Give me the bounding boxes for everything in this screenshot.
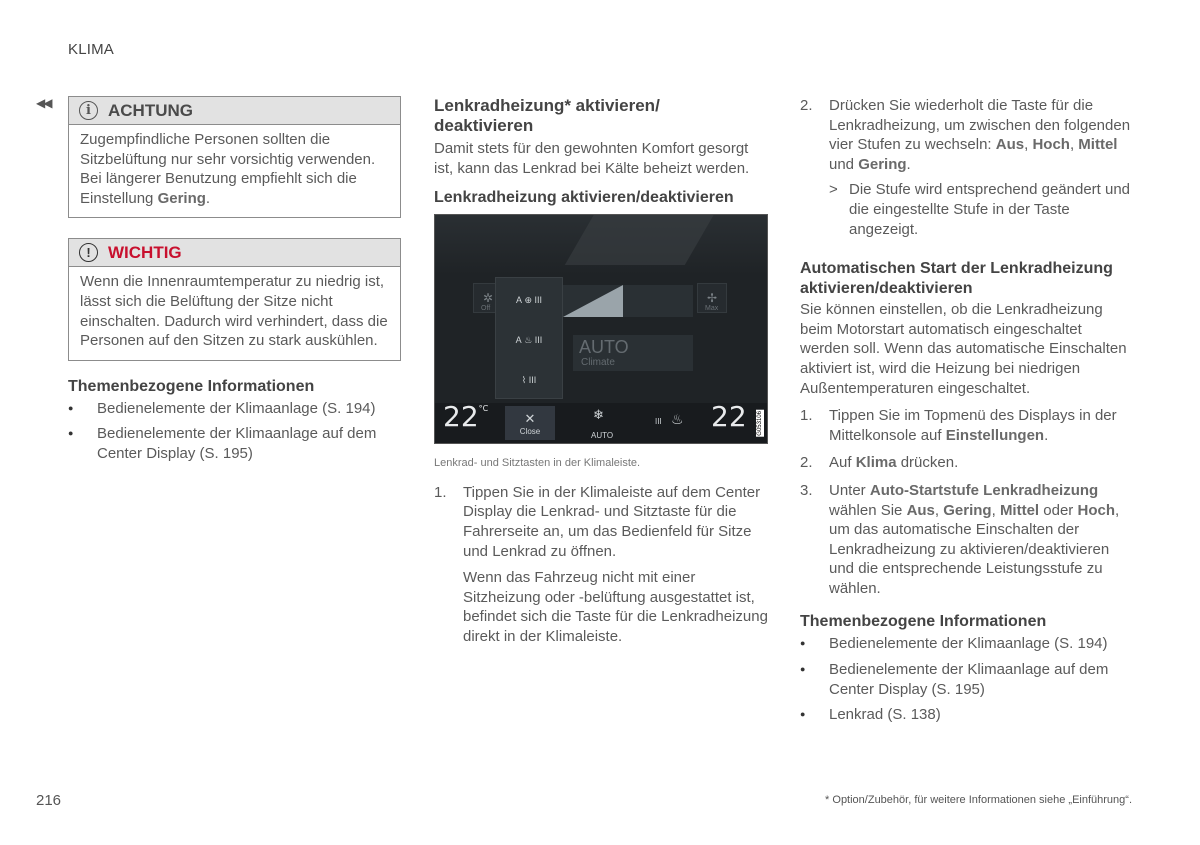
- right-column: [800, 96, 1134, 725]
- level-option: Aus: [995, 136, 1025, 154]
- auto-step-1: 1. Tippen Sie im Topmenü des Displays in der Mittelkonsole auf Einstellungen.: [800, 407, 1117, 444]
- level-option: Gering: [943, 501, 992, 519]
- seat-heat-icon: ♨: [524, 334, 533, 345]
- achtung-text: Zugempfindliche Personen sollten die Sitzbelüftung nur sehr vorsichtig verwenden. Bei längerer Benutzung empfiehlt sich die Einstellung: [80, 131, 376, 207]
- step-number: 3.: [800, 481, 813, 499]
- level-indicator: III: [534, 335, 543, 346]
- auto-letter: A: [515, 335, 522, 346]
- wichtig-body: [69, 267, 400, 359]
- related-link[interactable]: ● Lenkrad (S. 138): [800, 705, 1134, 725]
- auto-start-steps: [800, 406, 1134, 598]
- step-1-text: Tippen Sie in der Klimaleiste auf dem Center Display die Lenkrad- und Sitztaste für die Fahrerseite an, um das Bedienfeld für Sitze und Lenkrad zu öffnen.: [463, 483, 761, 560]
- achtung-bold: Gering: [157, 189, 206, 207]
- level-option: Aus: [906, 501, 935, 519]
- step-2: 2. Drücken Sie wiederholt die Taste für die Lenkradheizung, um zwischen den folgenden vier Stufen zu wechseln: Aus, Hoch, Mittel und Gering. > Die Stufe wird entsprechend geändert und die eingestellte Stufe in der Taste angezeigt.: [800, 96, 1134, 239]
- steering-wheel-heat-icon: ⊕: [524, 294, 533, 305]
- auto-small-label: AUTO: [591, 431, 614, 441]
- level-option: Gering: [858, 155, 907, 173]
- intro-text: Damit stets für den gewohnten Komfort gesorgt ist, kann das Lenkrad bei Kälte beheizt werden.: [434, 140, 750, 177]
- footnote: * Option/Zubehör, für weitere Informationen siehe „Einführung“.: [825, 794, 1132, 806]
- step-1-note: Wenn das Fahrzeug nicht mit einer Sitzheizung oder -belüftung ausgestattet ist, befindet sich die Taste für die Lenkradheizung direkt in der Klimaleiste.: [463, 569, 768, 645]
- step-2-result: [829, 180, 1134, 239]
- wichtig-header: [69, 239, 400, 267]
- related-title: Themenbezogene Informationen: [68, 377, 315, 395]
- seat-heat-row: [496, 320, 562, 360]
- related-link[interactable]: ● Bedienelemente der Klimaanlage auf dem Center Display (S. 195): [68, 424, 401, 463]
- related-list: [800, 634, 1134, 724]
- close-icon: ✕: [524, 410, 536, 426]
- auto-step-3-or: oder: [1043, 501, 1074, 519]
- steps-list: [434, 483, 768, 647]
- level-indicator: III: [534, 295, 543, 306]
- exclamation-icon: !: [79, 243, 98, 262]
- step-number: 2.: [800, 454, 813, 472]
- fan-level-wedge: [563, 285, 623, 317]
- section-heading: Lenkradheizung* aktivieren/ deaktivieren: [434, 96, 660, 135]
- climate-bar-figure: [434, 214, 768, 444]
- related-title: Themenbezogene Informationen: [800, 613, 1047, 631]
- auto-start-level-term: Auto-Startstufe Lenkradheizung: [869, 481, 1099, 499]
- wichtig-title: WICHTIG: [108, 242, 182, 262]
- auto-step-3-end: um das automatische Einschalten der Lenkradheizung zu aktivieren/deaktivieren und die entsprechende Leistungsstufe zu wählen.: [829, 521, 1110, 597]
- left-column: [68, 96, 401, 464]
- settings-term: Einstellungen: [945, 426, 1045, 444]
- wichtig-text: Wenn die Innenraumtemperatur zu niedrig ist, lässt sich die Belüftung der Sitze nicht einschalten. Dadurch wird verhindert, dass die Personen auf den Sitzen zu stark auskühlen.: [80, 273, 388, 350]
- auto-step-3: 3. Unter Auto-Startstufe Lenkradheizung wählen Sie Aus, Gering, Mittel oder Hoch, um das automatische Einschalten der Lenkradheizung zu aktivieren/deaktivieren und die entsprechende Leistungsstufe zu wählen.: [800, 481, 1120, 597]
- level-option: Mittel: [1078, 136, 1118, 154]
- level-option: Hoch: [1032, 136, 1070, 154]
- back-arrow-icon[interactable]: ◀◀: [36, 96, 51, 110]
- steps-list-continued: [800, 96, 1134, 239]
- climate-label: Climate: [581, 357, 615, 369]
- right-temp-value: 22: [711, 400, 747, 434]
- auto-step-2-text: Auf: [829, 454, 852, 472]
- level-option: Mittel: [999, 501, 1040, 519]
- seat-vent-icon: ⌇: [521, 374, 527, 385]
- seat-heat-right-icon: ♨: [671, 411, 684, 428]
- result-text: Die Stufe wird entsprechend geändert und die eingestellte Stufe in der Taste angezeigt.: [849, 181, 1131, 238]
- figure-code: G053106: [757, 411, 763, 437]
- result-glyph: >: [829, 181, 838, 199]
- close-button: [505, 406, 555, 440]
- auto-step-2: [800, 453, 1134, 473]
- off-label: Off: [481, 305, 491, 313]
- related-link[interactable]: ● Bedienelemente der Klimaanlage (S. 194): [800, 634, 1134, 654]
- max-label: Max: [705, 305, 719, 313]
- achtung-body: [69, 125, 400, 217]
- left-temp-value: 22: [443, 400, 479, 434]
- related-list: [68, 399, 401, 464]
- achtung-box: [68, 96, 401, 218]
- auto-step-3-text: Unter: [829, 481, 866, 499]
- level-option: Hoch: [1077, 501, 1115, 519]
- subheading: Lenkradheizung aktivieren/deaktivieren: [434, 189, 734, 207]
- step-1: [434, 483, 768, 647]
- auto-step-3-mid: wählen Sie: [829, 501, 903, 519]
- wichtig-box: [68, 238, 401, 360]
- auto-start-heading: Automatischen Start der Lenkradheizung aktivieren/deaktivieren: [800, 260, 1113, 298]
- achtung-header: [69, 97, 400, 125]
- achtung-end: .: [205, 189, 211, 207]
- auto-step-2-end: drücken.: [900, 454, 959, 472]
- seat-fan-off-icon: ✲: [473, 283, 503, 313]
- level-indicator: III: [528, 375, 537, 386]
- left-temperature: [443, 400, 488, 433]
- defrost-icon: ❄: [593, 407, 604, 423]
- seat-vent-row: [496, 360, 562, 400]
- page-number: 216: [36, 792, 62, 809]
- auto-start-intro: Sie können einstellen, ob die Lenkradheizung beim Motorstart automatisch eingeschaltet werden soll. Wenn das automatische Einschalten aktiviert ist, wird die Heizung bei niedrigen Außentemperaturen eingeschaltet.: [800, 301, 1127, 397]
- step-number: 1.: [434, 483, 447, 501]
- climate-term: Klima: [855, 454, 897, 472]
- fan-max-icon: ✢: [697, 283, 727, 313]
- step-2-text: Drücken Sie wiederholt die Taste für die Lenkradheizung, um zwischen den folgenden vier Stufen zu wechseln:: [829, 97, 1131, 154]
- seat-level-indicator: III: [655, 417, 662, 427]
- related-link[interactable]: ● Bedienelemente der Klimaanlage (S. 194): [68, 399, 401, 419]
- middle-column: [434, 96, 768, 647]
- auto-label: AUTO: [579, 337, 629, 358]
- achtung-title: ACHTUNG: [108, 100, 193, 120]
- step-number: 2.: [800, 97, 813, 114]
- step-2-and: und: [829, 155, 855, 173]
- info-icon: i: [79, 101, 98, 120]
- right-temperature: [711, 400, 747, 433]
- section-title: KLIMA: [68, 41, 115, 58]
- auto-step-1-text: Tippen Sie im Topmenü des Displays in der Mittelkonsole auf: [829, 407, 1117, 444]
- auto-letter: A: [515, 295, 522, 306]
- steering-heat-row: [496, 280, 562, 320]
- close-label: Close: [519, 426, 541, 436]
- temp-unit: °C: [478, 404, 489, 414]
- seat-steering-panel: [495, 277, 563, 399]
- figure-caption: Lenkrad- und Sitztasten in der Klimaleiste.: [434, 457, 641, 470]
- step-number: 1.: [800, 407, 813, 425]
- related-link[interactable]: ● Bedienelemente der Klimaanlage auf dem Center Display (S. 195): [800, 660, 1134, 699]
